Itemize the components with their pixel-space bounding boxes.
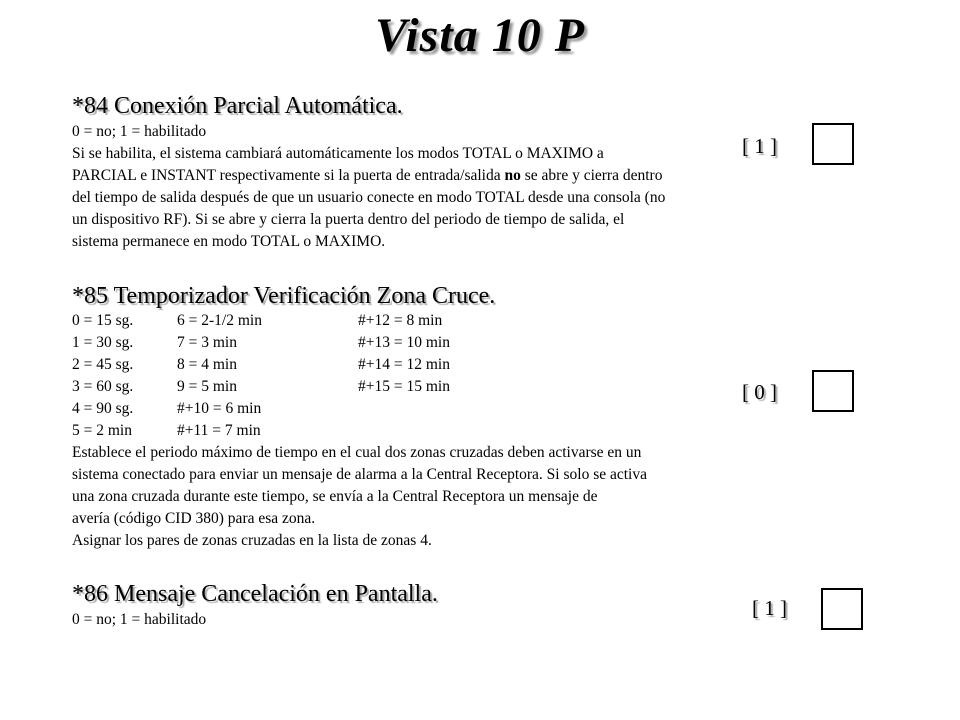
timer-option: 1 = 30 sg. bbox=[72, 334, 134, 351]
timer-option: 3 = 60 sg. bbox=[72, 378, 134, 395]
section-84-options: 0 = no; 1 = habilitado bbox=[72, 123, 207, 140]
section-86-heading: *86 Mensaje Cancelación en Pantalla. bbox=[72, 581, 438, 607]
timer-option: #+14 = 12 min bbox=[358, 356, 450, 373]
section-84-value: [ 1 ] bbox=[742, 134, 777, 158]
page-title: Vista 10 P bbox=[374, 9, 586, 62]
section-84-entry-box[interactable] bbox=[812, 123, 854, 165]
timer-option: #+13 = 10 min bbox=[358, 334, 450, 351]
timer-option: 7 = 3 min bbox=[177, 334, 237, 351]
timer-option: 5 = 2 min bbox=[72, 422, 132, 439]
timer-option: 0 = 15 sg. bbox=[72, 312, 134, 329]
section-85-desc-line: una zona cruzada durante este tiempo, se envía a la Central Receptora un mensaje de bbox=[72, 488, 598, 505]
section-85-desc-line: sistema conectado para enviar un mensaje de alarma a la Central Receptora. Si solo se activa bbox=[72, 466, 647, 483]
section-86-entry-box[interactable] bbox=[821, 588, 863, 630]
timer-option: 9 = 5 min bbox=[177, 378, 237, 395]
section-85-desc-line: Establece el periodo máximo de tiempo en el cual dos zonas cruzadas deben activarse en un bbox=[72, 444, 642, 461]
section-84-desc-line: del tiempo de salida después de que un usuario conecte en modo TOTAL desde una consola (no bbox=[72, 189, 666, 206]
timer-option: 2 = 45 sg. bbox=[72, 356, 134, 373]
section-84-desc-line: sistema permanece en modo TOTAL o MAXIMO. bbox=[72, 233, 386, 250]
section-86-value: [ 1 ] bbox=[752, 596, 787, 620]
timer-option: #+15 = 15 min bbox=[358, 378, 450, 395]
timer-option: #+10 = 6 min bbox=[177, 400, 262, 417]
timer-option: 4 = 90 sg. bbox=[72, 400, 134, 417]
section-86-options: 0 = no; 1 = habilitado bbox=[72, 611, 207, 628]
section-84-desc-line: PARCIAL e INSTANT respectivamente si la puerta de entrada/salida no se abre y cierra dentro bbox=[72, 167, 663, 184]
section-85-value: [ 0 ] bbox=[742, 380, 777, 404]
timer-option: 6 = 2-1/2 min bbox=[177, 312, 262, 329]
timer-option: 8 = 4 min bbox=[177, 356, 237, 373]
section-84-desc-line: Si se habilita, el sistema cambiará automáticamente los modos TOTAL o MAXIMO a bbox=[72, 145, 604, 162]
section-85-heading: *85 Temporizador Verificación Zona Cruce. bbox=[72, 283, 496, 309]
timer-option: #+11 = 7 min bbox=[177, 422, 261, 439]
section-85-desc-line: Asignar los pares de zonas cruzadas en la lista de zonas 4. bbox=[72, 532, 432, 549]
timer-option: #+12 = 8 min bbox=[358, 312, 443, 329]
section-85-entry-box[interactable] bbox=[812, 370, 854, 412]
section-84-desc-line: un dispositivo RF). Si se abre y cierra la puerta dentro del periodo de tiempo de salida, el bbox=[72, 211, 625, 228]
section-85-desc-line: avería (código CID 380) para esa zona. bbox=[72, 510, 316, 527]
section-84-heading: *84 Conexión Parcial Automática. bbox=[72, 93, 403, 119]
